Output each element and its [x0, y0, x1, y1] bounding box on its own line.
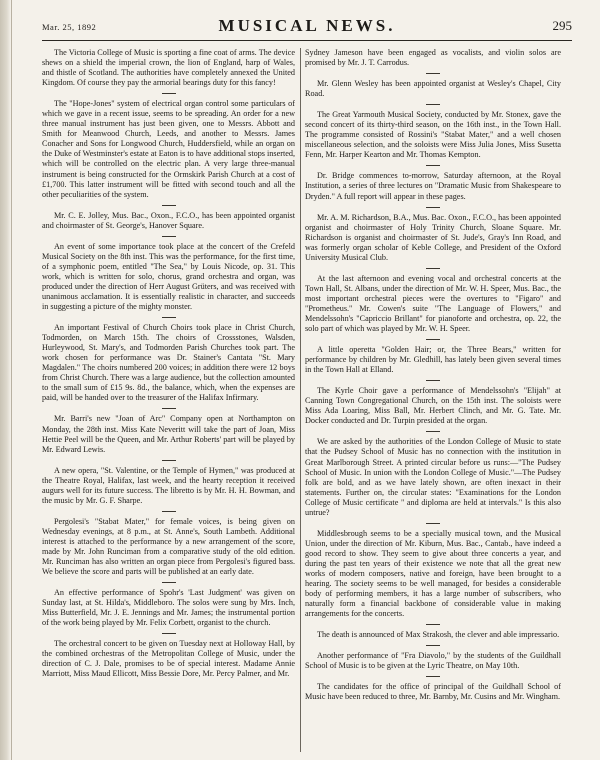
masthead-title: MUSICAL NEWS. [218, 16, 396, 35]
article-paragraph: An effective performance of Spohr's 'Last Judgment' was given on Sunday last, at St. Hilda's, Middleboro. The solos were sung by Mrs. Inch, Miss Butterfield, Mr. J. E. Jennings and Mr. James; the instrumental portion of the work being played by Mr. Felix Corbett, organist to the church. [42, 588, 295, 628]
article-paragraph: Another performance of "Fra Diavolo," by the students of the Guildhall School of Music is to be given at the Lyric Theatre, on May 10th. [305, 651, 561, 671]
separator-rule [426, 523, 440, 524]
article-paragraph: Middlesbrough seems to be a specially musical town, and the Musical Union, under the direction of Mr. Kiburn, Mus. Bac., Cantab., have indeed a good record to show. They seem to give about three concerts a year, and during the past ten years of their existence we note that all the great new works of modern composers, native and foreign, have been brought to a hearing. The society seems to be well managed, for besides a considerable body of performing members, it has a large number of subscribers, who naturally form a financial backbone of considerable value in making arrangements for the concerts. [305, 528, 561, 619]
separator-rule [162, 511, 176, 512]
separator-rule [162, 205, 176, 206]
separator-rule [426, 268, 440, 269]
separator-rule [426, 339, 440, 340]
article-paragraph: A new opera, "St. Valentine, or the Temple of Hymen," was produced at the Theatre Royal, Halifax, last week, and the hearty reception it received augurs well for its future success. The libretto is by Mr. H. H. Bowman, and the music by Mr. G. F. Sharpe. [42, 465, 295, 505]
separator-rule [426, 645, 440, 646]
separator-rule [426, 165, 440, 166]
page-number: 295 [552, 18, 572, 33]
separator-rule [426, 624, 440, 625]
article-paragraph: A little operetta "Golden Hair; or, the Three Bears," written for performance by children by Mr. Gledhill, has lately been given several times in the Town Hall at Elland. [305, 345, 561, 375]
article-paragraph: Sydney Jameson have been engaged as vocalists, and violin solos are promised by Mr. J. T. Carrodus. [305, 48, 561, 68]
article-paragraph: We are asked by the authorities of the London College of Music to state that the Pudsey School of Music has no connection with the institution in Great Marlborough Street. A printed circular before us runs:—"The Pudsey School of Music. In union with the London College of Music."—The Pudsey folk are bold, and as we have lately shown, are often inexact in their statements. Further on, the circular states: "Examinations for the London College of Music certificate " and diploma are held at intervals." Is this also untrue? [305, 437, 561, 517]
separator-rule [162, 582, 176, 583]
article-paragraph: Pergolesi's "Stabat Mater," for female voices, is being given on Wednesday evenings, at 8 p.m., at St. Anne's, South Lambeth. Additional interest is attached to the performance by a new arrangement of the score, made by Mr. John Runciman from a comparative study of the old edition. Mr. Runciman has also written an organ piece from Pergolesi's figured bass. We believe the score and parts will be published at an early date. [42, 516, 295, 577]
article-paragraph: The Kyrle Choir gave a performance of Mendelssohn's "Elijah" at Canning Town Congregational Church, on the 15th inst. The soloists were Miss Ada Loaring, Miss Ball, Mr. Herbert Clinch, and Mr. G. Tate. Mr. Docker conducted and Dr. Turpin presided at the organ. [305, 386, 561, 426]
article-paragraph: Mr. C. E. Jolley, Mus. Bac., Oxon., F.C.O., has been appointed organist and choirmaster of St. George's, Hanover Square. [42, 210, 295, 230]
separator-rule [426, 73, 440, 74]
article-paragraph: The orchestral concert to be given on Tuesday next at Holloway Hall, by the combined orchestras of the Metropolitan College of Music, under the direction of C. J. Dale, promises to be of special interest. Madame Annie Marriott, Miss Maud Ellicott, Miss Bessie Dore, Mr. Percy Palmer, and Mr. [42, 639, 295, 679]
separator-rule [426, 104, 440, 105]
article-paragraph: Mr. Glenn Wesley has been appointed organist at Wesley's Chapel, City Road. [305, 79, 561, 99]
left-column [42, 48, 295, 752]
page-header [42, 14, 572, 41]
article-paragraph: The candidates for the office of principal of the Guildhall School of Music have been reduced to three, Mr. Barnby, Mr. Cusins and Mr. Wingham. [305, 682, 561, 702]
right-column [305, 48, 561, 752]
separator-rule [162, 93, 176, 94]
article-paragraph: The Great Yarmouth Musical Society, conducted by Mr. Stonex, gave the second concert of its thirty-third season, on the 16th inst., in the Town Hall. The programme consisted of Rossini's "Stabat Mater," and a well chosen miscellaneous selection, and the soloists were Miss Julia Jones, Miss Susetta Fenn, Mr. Harper Kearton and Mr. Thomas Kempton. [305, 110, 561, 160]
article-paragraph: The Victoria College of Music is sporting a fine coat of arms. The device shews on a shield the imperial crown, the lion of England, harp of Wales, and thistle of Scotland. The authorities have completely annexed the United Kingdom. Of course they pay the armorial bearings duty for this fancy! [42, 48, 295, 88]
article-paragraph: At the last afternoon and evening vocal and orchestral concerts at the Town Hall, St. Albans, under the direction of Mr. W. H. Speer, Mus. Bac., the most important orchestral pieces were the overtures to "Figaro" and "Prometheus." Mr. Cowen's suite "The Language of Flowers," and Mendelssohn's "Capriccio Brillant" for pianoforte and orchestra, op. 22, the solo part of which was played by Mr. W. H. Speer. [305, 273, 561, 334]
article-paragraph: The "Hope-Jones" system of electrical organ control some particulars of which we gave in a recent issue, seems to be spreading. An order for a new three manual instrument has just been given, one to Messrs. Abbott and Smith for Meanwood Church, Leeds, and another to Messrs. James Conacher and Sons for Longwood Church, Huddersfield, while an organ on the Duke of Westminster's estate at Eaton is to have additional stops inserted, which will be controlled on the electric plan. A very large three-manual instrument is being constructed for the Ormskirk Parish Church at a cost of £1,700. This latter instrument will be fitted with second touch and all the other peculiarities of the system. [42, 99, 295, 199]
article-paragraph: Dr. Bridge commences to-morrow, Saturday afternoon, at the Royal Institution, a series of three lectures on "Dramatic Music from Shakespeare to Dryden." A full report will appear in these pages. [305, 171, 561, 201]
article-paragraph: An important Festival of Church Choirs took place in Christ Church, Todmorden, on March 15th. The choirs of Crossstones, Walsden, Hurleywood, St. Mary's, and Todmorden Parish Churches took part. The work chosen for performance was Dr. Stainer's Cantata "St. Mary Magdalen." The choirs numbered 200 voices; in addition there were 12 boys from Christ Church. There was a large audience, but the collection amounted to the small sum of £15 9s. 8d., the balance, which, when the expenses are paid, will be handed over to the treasurer of the Halifax Infirmary. [42, 323, 295, 403]
article-paragraph: The death is announced of Max Strakosh, the clever and able impressario. [317, 630, 560, 640]
binding-gutter [0, 0, 12, 760]
separator-rule [162, 317, 176, 318]
separator-rule [426, 207, 440, 208]
separator-rule [162, 460, 176, 461]
article-paragraph: Mr. A. M. Richardson, B.A., Mus. Bac. Oxon., F.C.O., has been appointed organist and choirmaster of Holy Trinity Church, Sloane Square. Mr. Richardson is organist and choirmaster of St. Jude's, Gray's Inn Road, and was formerly organ scholar of Keble College, and President of the Oxford University Musical Club. [305, 212, 561, 262]
article-paragraph: An event of some importance took place at the concert of the Crefeld Musical Society on the 8th inst. This was the performance, for the first time, of a symphonic poem, entitled "The Sea," by Louis Nicode, op. 31. This work, which is written for solo, chorus, grand orchestra and organ, was produced under the direction of Herr August Grüters, and was received with unanimous acclamation. It is essentially realistic in character, and succeeds in suggesting a picture of the mighty monster. [42, 241, 295, 312]
separator-rule [426, 676, 440, 677]
separator-rule [162, 633, 176, 634]
issue-date: Mar. 25, 1892 [42, 22, 97, 32]
separator-rule [162, 408, 176, 409]
article-paragraph: Mr. Barri's new "Joan of Arc" Company open at Northampton on Monday, the 28th inst. Miss Kate Neveritt will take the part of Joan, Miss Hettie Peel will be the Queen, and Mr. Arthur Roberts' part will be played by Mr. Edward Lewis. [42, 414, 295, 454]
separator-rule [426, 380, 440, 381]
column-divider [300, 48, 301, 752]
separator-rule [162, 236, 176, 237]
separator-rule [426, 431, 440, 432]
